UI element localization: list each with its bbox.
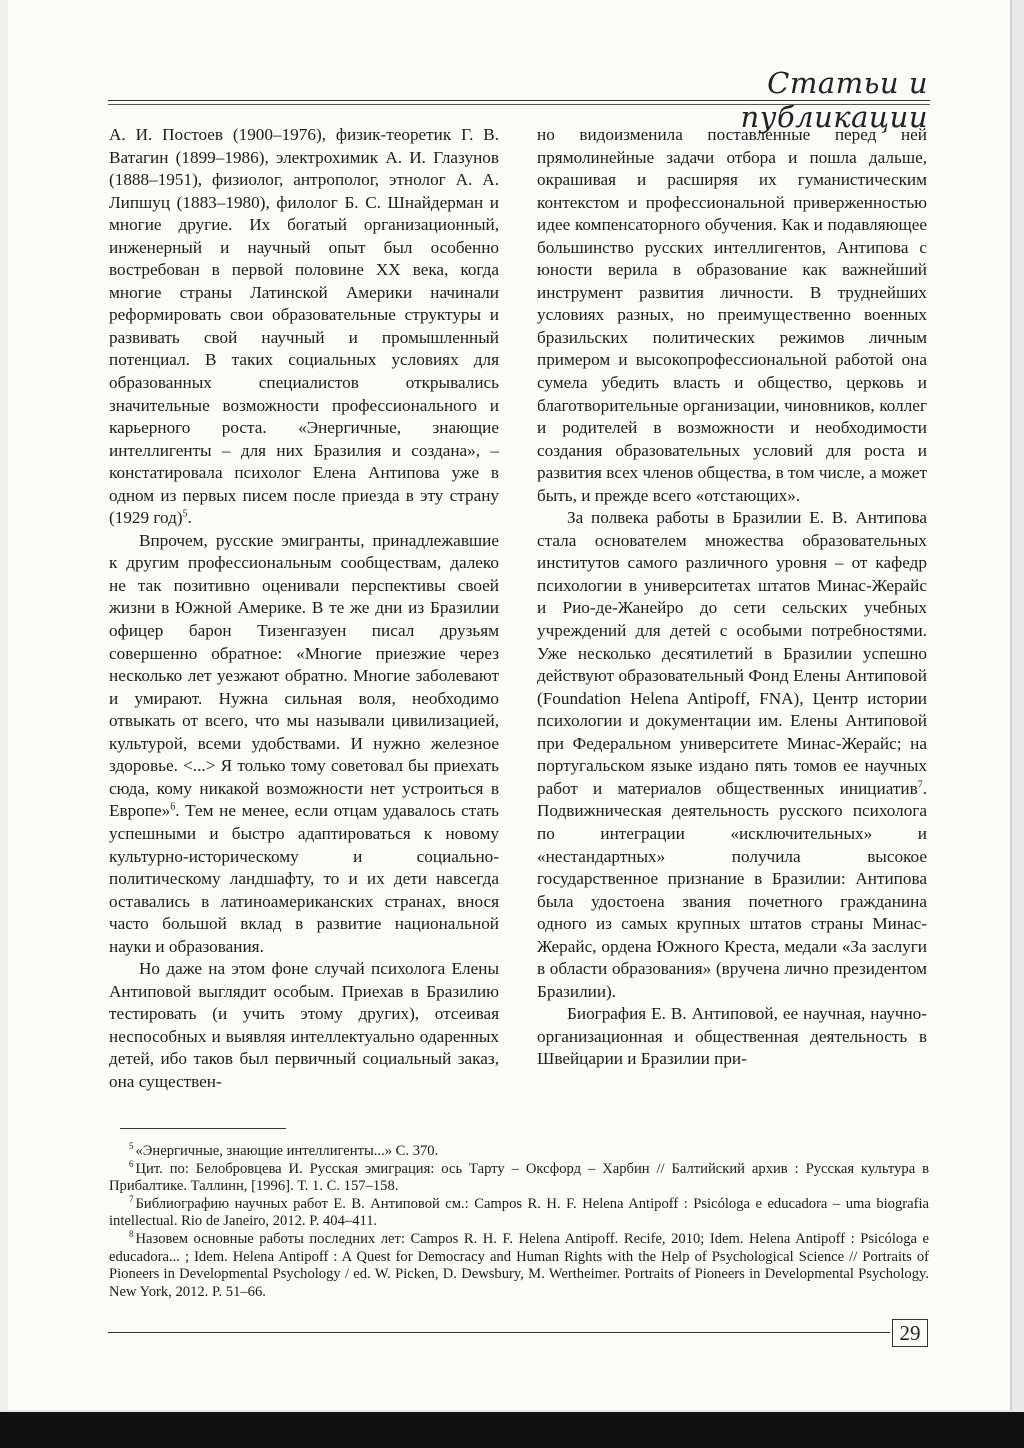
footnote-ref: 5	[182, 508, 188, 520]
footnote-number: 8	[129, 1229, 134, 1240]
footnote-ref: 6	[170, 801, 176, 813]
running-head: Статьи и публикации	[740, 66, 928, 134]
footer-rule	[108, 1332, 890, 1333]
paragraph-tail: .	[187, 508, 192, 528]
paragraph	[537, 124, 927, 507]
header-rule-thin	[108, 104, 930, 105]
paragraph	[109, 958, 499, 1093]
footnote-separator	[120, 1128, 286, 1129]
footnote-ref: 7	[917, 779, 923, 791]
footnote-text: Назовем основные работы последних лет: Campos R. H. F. Helena Antipoff. Recife, 2010; Idem. Helena Antipoff : Psicóloga e educadora... ; Idem. Helena Antipoff : A Quest for Democracy and Human Rights with the Help of Psychological Science // Portraits of Pioneers in Developmental Psychology / ed. W. Picken, D. Dewsbury, M. Wertheimer. Portraits of Pioneers in Developmental Psychology. New York, 2012. P. 51–66.	[109, 1230, 929, 1300]
right-column	[537, 124, 927, 1071]
paragraph-text: Но даже на этом фоне случай психолога Елены Антиповой выглядит особым. Приехав в Бразилию тестировать (и учить этому других), отсеивая неспособных и выявляя интеллектуально одаренных детей, ибо таков был первичный социальный заказ, она существен-	[109, 959, 499, 1091]
paragraph	[109, 124, 499, 530]
scan-border	[0, 1412, 1024, 1448]
paragraph	[537, 1003, 927, 1071]
paragraph	[109, 530, 499, 958]
paragraph-text: Биография Е. В. Антиповой, ее научная, научно-организационная и общественная деятельность в Швейцарии и Бразилии при-	[537, 1004, 927, 1069]
footnote	[109, 1143, 929, 1161]
paragraph	[537, 507, 927, 1003]
footnote	[109, 1231, 929, 1301]
footnote-text: «Энергичные, знающие интеллигенты...» С. 370.	[135, 1143, 439, 1159]
paragraph-text: Впрочем, русские эмигранты, принадлежавшие к другим профессиональным сообществам, далеко не так позитивно оценивали перспективы своей жизни в Южной Америке. В те же дни из Бразилии офицер барон Тизенгазуен писал друзьям совершенно обратное: «Многие приезжие через несколько лет уезжают обратно. Многие заболевают и умирают. Нужна сильная воля, необходимо отвыкать от всего, что мы называли цивилизацией, культурой, всеми удобствами. И нужно железное здоровье. <...> Я только тому советовал бы приехать сюда, кому никакой возможности нет устроиться в Европе»	[109, 530, 499, 821]
footnote-number: 5	[129, 1141, 134, 1152]
paragraph-text: За полвека работы в Бразилии Е. В. Антипова стала основателем множества образовательных институтов самого различного уровня – от кафедр психологии в университетах штатов Минас-Жерайс и Рио-де-Жанейро до сети сельских учебных учреждений для детей с особыми потребностями. Уже несколько десятилетий в Бразилии успешно действуют образовательный Фонд Елены Антиповой (Foundation Helena Antipoff, FNA), Центр истории психологии и документации им. Елены Антиповой при Федеральном университете Минас-Жерайс; на португальском языке издано пять томов ее научных работ и материалов общественных инициатив	[537, 508, 927, 798]
paragraph-tail: . Тем не менее, если отцам удавалось стать успешными и быстро адаптироваться к новому культурно-историческому и социально-политическому ландшафту, то и их дети навсегда оставались в латиноамериканских странах, внося часто большой вклад в развитие национальной науки и образования.	[109, 801, 499, 956]
paragraph-tail: . Подвижническая деятельность русского психолога по интеграции «исключительных» и «нестандартных» получила высокое государственное признание в Бразилии: Антипова была удостоена звания почетного гражданина одного из самых крупных штатов страны Минас-Жерайс, ордена Южного Креста, медали «За заслуги в области образования» (вручена лично президентом Бразилии).	[537, 778, 927, 1001]
header-rule	[108, 100, 930, 101]
footnote	[109, 1193, 929, 1231]
paragraph-text: но видоизменила поставленные перед ней прямолинейные задачи отбора и пошла дальше, окрашивая и расширяя их гуманистическим контекстом и профессиональной приверженностью идее компенсаторного обучения. Как и подавляющее большинство русских интеллигентов, Антипова с юности верила в образование как важнейший инструмент развития личности. В труднейших условиях разных, но преимущественно военных бразильских политических режимов личным примером и высокопрофессиональной работой она сумела убедить власть и общество, церковь и благотворительные организации, чиновников, коллег и родителей в возможности и необходимости создания образовательных условий для роста и развития всех членов общества, в том числе, а может быть, и прежде всего «отстающих».	[537, 125, 927, 505]
footnote-text: Цит. по: Белобровцева И. Русская эмиграция: ось Тарту – Оксфорд – Харбин // Балтийский архив : Русская культура в Прибалтике. Таллинн, [1996]. Т. 1. С. 157–158.	[109, 1160, 929, 1195]
footnote-text: Библиографию научных работ Е. В. Антиповой см.: Campos R. H. F. Helena Antipoff : Psicóloga e educadora – uma biografia intellectual. Rio de Janeiro, 2012. P. 404–411.	[109, 1195, 929, 1230]
page-number: 29	[892, 1319, 928, 1347]
footnote	[109, 1158, 929, 1196]
left-column	[109, 124, 499, 1094]
page-edge	[0, 0, 8, 1410]
footnote-number: 7	[129, 1193, 134, 1204]
footnote-number: 6	[129, 1158, 134, 1169]
footnotes	[109, 1143, 929, 1301]
paragraph-text: А. И. Постоев (1900–1976), физик-теоретик Г. В. Ватагин (1899–1986), электрохимик А. И. Глазунов (1888–1951), физиолог, антрополог, этнолог А. А. Липшуц (1883–1980), филолог Б. С. Шнайдерман и многие другие. Их богатый организационный, инженерный и научный опыт был особенно востребован в первой половине XX века, когда многие страны Латинской Америки начинали реформировать свои образовательные структуры и развивать свой научный и промышленный потенциал. В таких социальных условиях для образованных специалистов открывались значительные возможности профессионального и карьерного роста. «Энергичные, знающие интеллигенты – для них Бразилия и создана», – констатировала психолог Елена Антипова уже в одном из первых писем после приезда в эту страну (1929 год)	[109, 125, 499, 528]
